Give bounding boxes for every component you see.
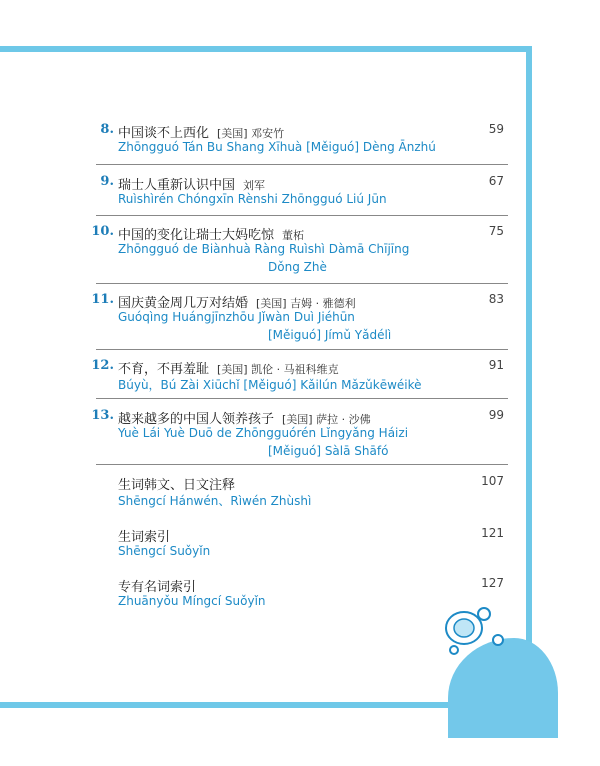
entry-author: [美国] 萨拉 · 沙佛 <box>282 413 371 426</box>
entry-number: 10. <box>91 224 114 239</box>
entry-page: 121 <box>481 526 504 540</box>
entry-page: 67 <box>488 174 504 188</box>
entry-pinyin: Yuè Lái Yuè Duō de Zhōngguórén Lǐngyǎng Háizi <box>118 426 409 440</box>
divider <box>96 215 508 216</box>
entry-number: 9. <box>100 174 114 189</box>
entry-pinyin-author: [Měiguó] Jímǔ Yǎdélì <box>268 328 392 342</box>
entry-title: 生词韩文、日文注释 <box>118 478 236 493</box>
entry-page: 59 <box>488 122 504 136</box>
entry-page: 91 <box>488 358 504 372</box>
entry-pinyin: Zhōngguó Tán Bu Shang Xīhuà [Měiguó] Dèng Ānzhú <box>118 140 436 154</box>
entry-pinyin: Búyù，Bú Zài Xiūchǐ [Měiguó] Kǎilún Mǎzǔkēwéikè <box>118 378 422 392</box>
entry-page: 107 <box>481 474 504 488</box>
entry-title: 生词索引 <box>118 530 171 545</box>
entry-pinyin: Zhuānyǒu Míngcí Suǒyǐn <box>118 594 266 608</box>
entry-title: 中国谈不上西化 [美国] 邓安竹 <box>118 126 285 141</box>
entry-pinyin: Shēngcí Hánwén、Rìwén Zhùshì <box>118 494 312 508</box>
entry-title: 瑞士人重新认识中国 刘军 <box>118 178 266 193</box>
entry-title: 中国的变化让瑞士大妈吃惊 董柘 <box>118 228 305 243</box>
entry-pinyin-author: Dǒng Zhè <box>268 260 327 274</box>
mascot-illustration <box>436 600 516 660</box>
entry-number: 13. <box>91 408 114 423</box>
entry-page: 75 <box>488 224 504 238</box>
entry-author: [美国] 邓安竹 <box>217 127 285 140</box>
entry-pinyin: Zhōngguó de Biànhuà Ràng Ruìshì Dàmā Chījīng <box>118 242 410 256</box>
entry-author: 刘军 <box>243 179 266 192</box>
entry-page: 83 <box>488 292 504 306</box>
entry-page: 99 <box>488 408 504 422</box>
divider <box>96 349 508 350</box>
divider <box>96 164 508 165</box>
divider <box>96 283 508 284</box>
entry-pinyin: Guóqìng Huángjīnzhōu Jǐwàn Duì Jiéhūn <box>118 310 355 324</box>
entry-number: 8. <box>100 122 114 137</box>
entry-author: [美国] 吉姆 · 雅德利 <box>256 297 356 310</box>
entry-pinyin-author: [Měiguó] Sàlā Shāfó <box>268 444 389 458</box>
entry-pinyin: Shēngcí Suǒyǐn <box>118 544 211 558</box>
divider <box>96 398 508 399</box>
entry-number: 11. <box>91 292 114 307</box>
entry-pinyin: Ruìshìrén Chóngxīn Rènshi Zhōngguó Liú Jūn <box>118 192 387 206</box>
entry-page: 127 <box>481 576 504 590</box>
entry-title: 专有名词索引 <box>118 580 197 595</box>
entry-author: [美国] 凯伦 · 马祖科维克 <box>217 363 339 376</box>
entry-author: 董柘 <box>282 229 305 242</box>
entry-title: 越来越多的中国人领养孩子 [美国] 萨拉 · 沙佛 <box>118 412 371 427</box>
entry-title: 不育，不再羞耻 [美国] 凯伦 · 马祖科维克 <box>118 362 339 377</box>
divider <box>96 464 508 465</box>
entry-title: 国庆黄金周几万对结婚 [美国] 吉姆 · 雅德利 <box>118 296 356 311</box>
entry-number: 12. <box>91 358 114 373</box>
